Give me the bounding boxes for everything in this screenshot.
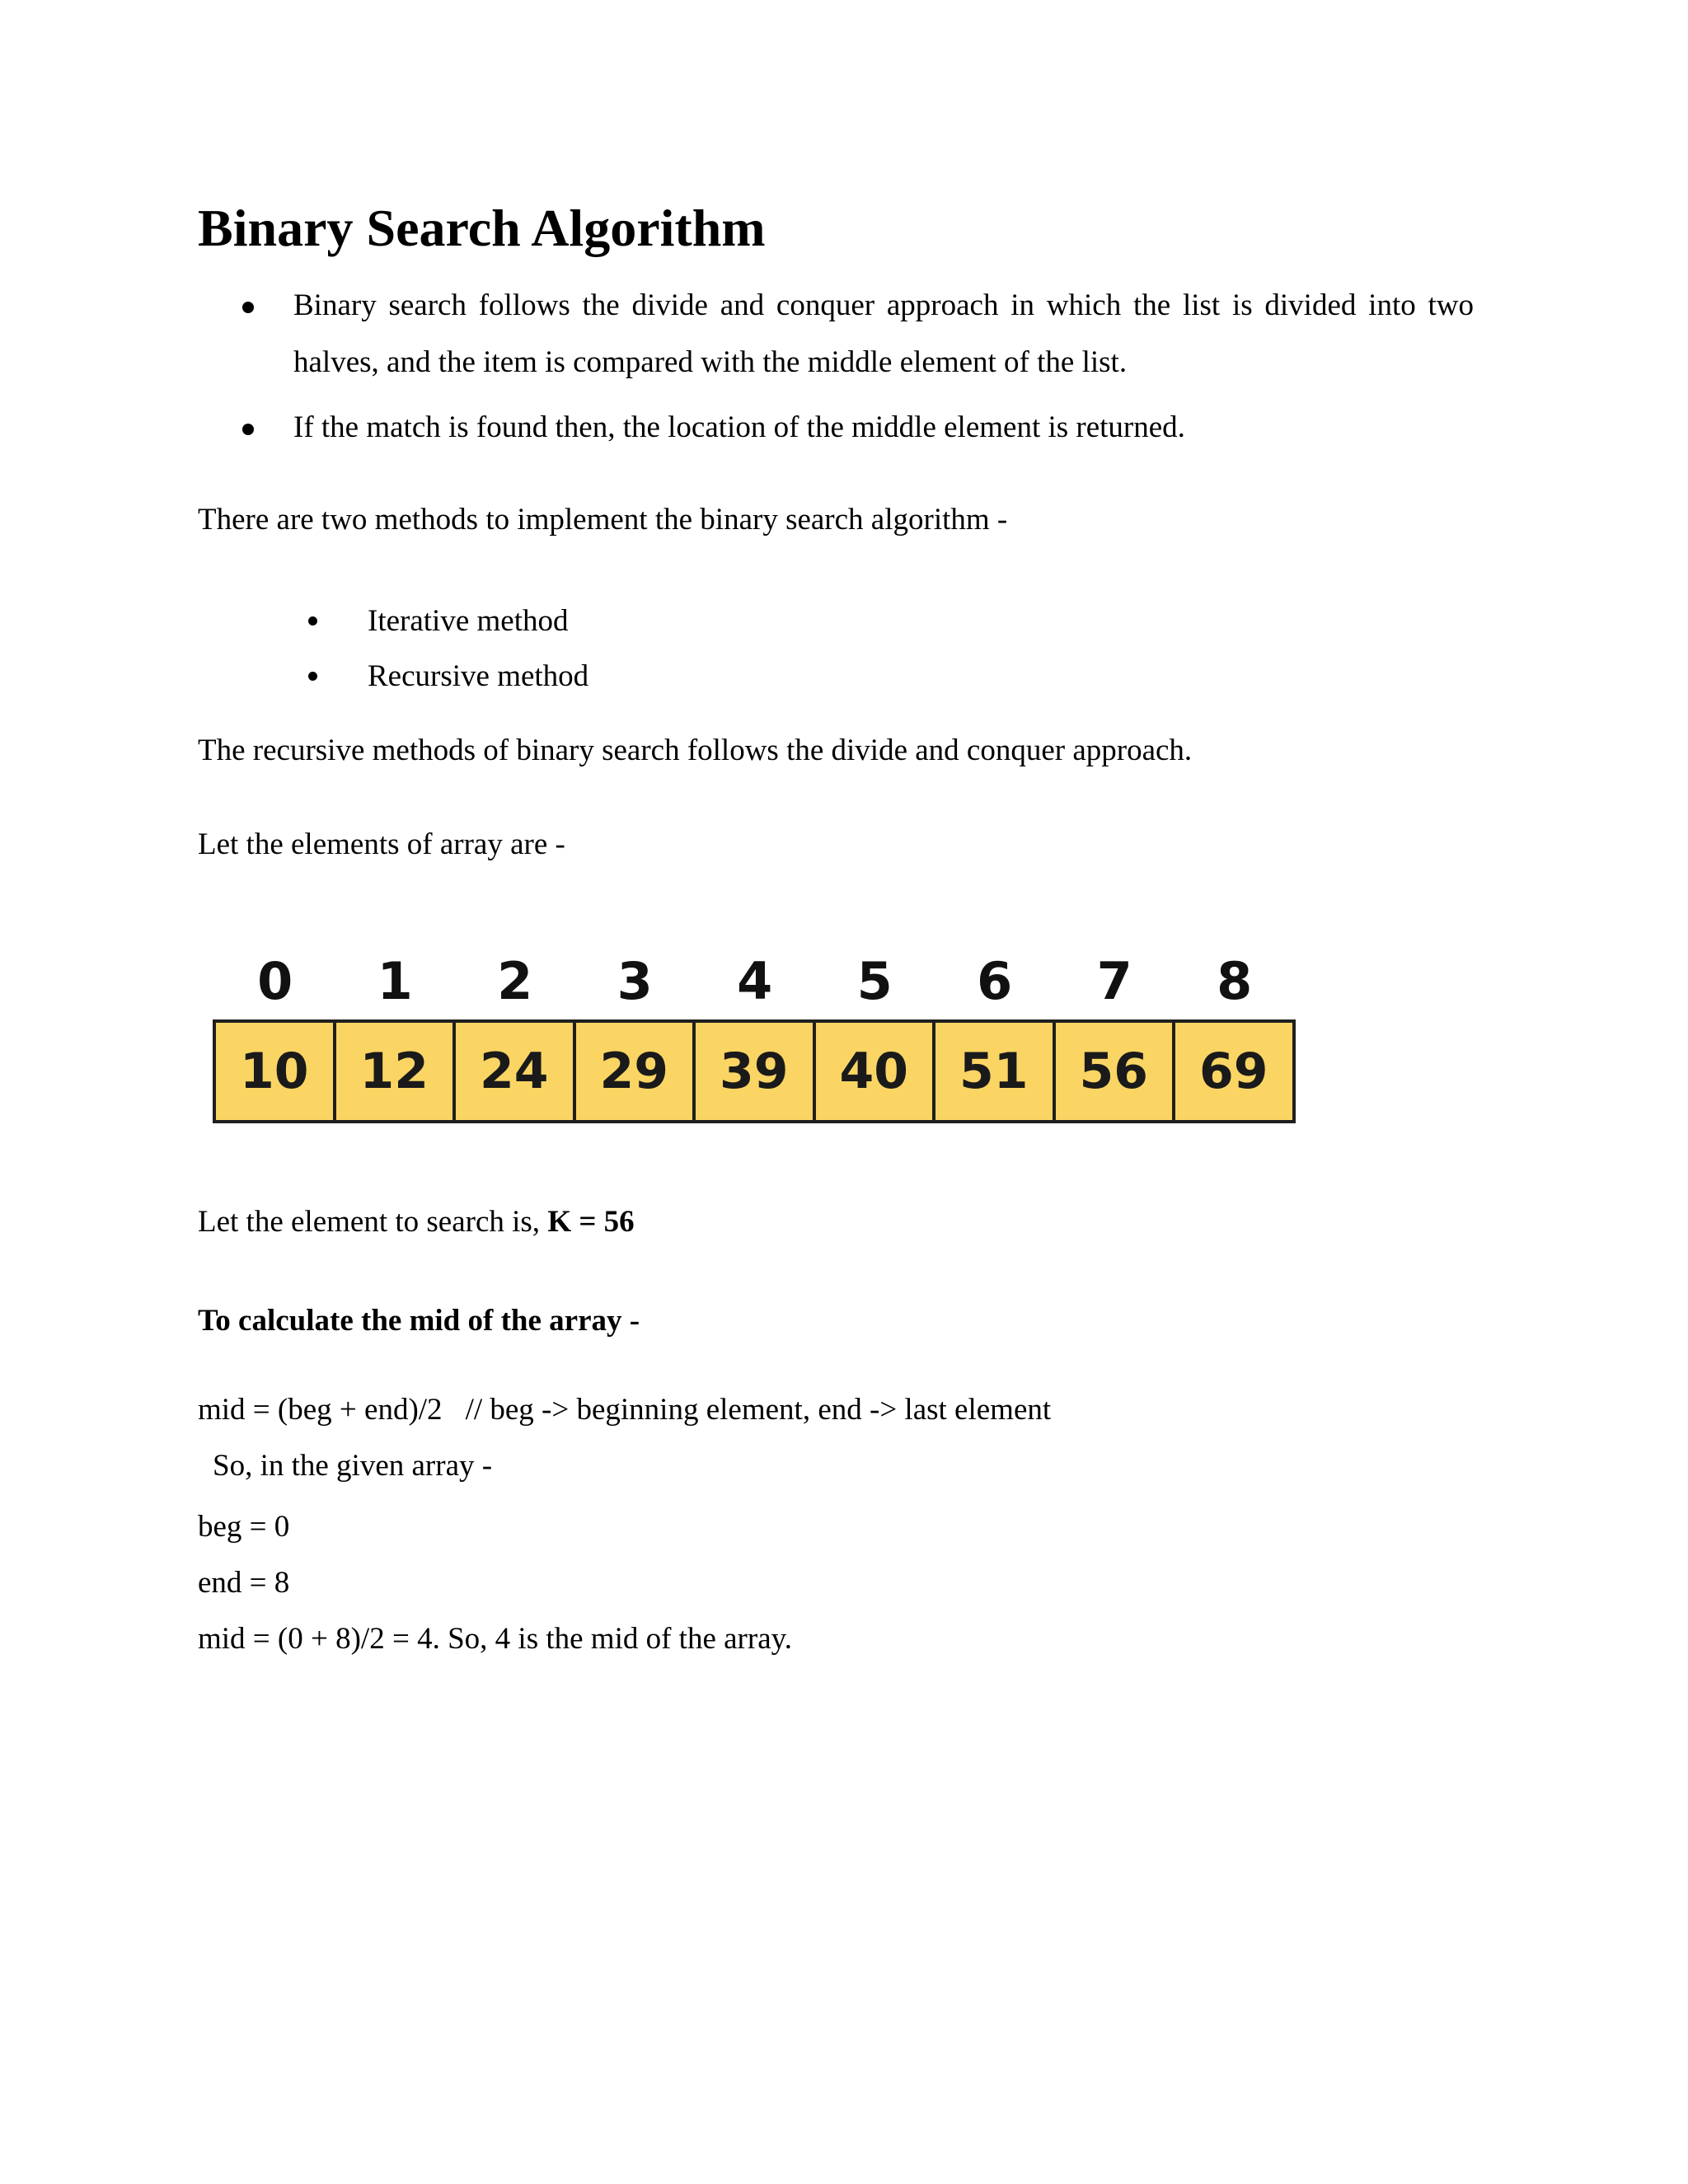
array-cell: 56 — [1056, 1023, 1176, 1120]
array-index: 3 — [617, 951, 653, 1011]
array-cell: 24 — [456, 1023, 576, 1120]
formula-expression: mid = (beg + end)/2 — [198, 1393, 443, 1427]
intro-bullet-text: Binary search follows the divide and conquer approach in which the list is divided into two halves, and the item is compared with the middle element of the list. — [293, 288, 1474, 379]
array-index: 7 — [1096, 951, 1132, 1011]
list-item — [198, 277, 1474, 391]
array-index: 2 — [497, 951, 533, 1011]
method-label: Iterative method — [368, 604, 569, 638]
beg-line: beg = 0 — [198, 1510, 290, 1544]
array-index: 6 — [977, 951, 1013, 1011]
bullet-icon — [308, 672, 317, 681]
array-index: 5 — [856, 951, 893, 1011]
array-diagram — [213, 942, 1294, 1127]
array-index: 4 — [737, 951, 773, 1011]
index-row — [215, 950, 1295, 1013]
bullet-icon — [242, 302, 254, 313]
array-cells — [213, 1019, 1296, 1123]
methods-list — [198, 593, 588, 704]
search-key-paragraph — [198, 1202, 635, 1243]
search-prefix: Let the element to search is, — [198, 1205, 548, 1239]
mid-heading: To calculate the mid of the array - — [198, 1304, 640, 1338]
page-title: Binary Search Algorithm — [198, 199, 766, 257]
list-item — [198, 399, 1474, 456]
array-cell: 51 — [935, 1023, 1056, 1120]
formula-comment: // beg -> beginning element, end -> last element — [465, 1393, 1052, 1427]
array-index: 1 — [377, 951, 413, 1011]
list-item — [198, 593, 588, 649]
bullet-icon — [308, 616, 317, 626]
end-line: end = 8 — [198, 1566, 290, 1600]
formula-line — [198, 1390, 1051, 1431]
array-cell: 12 — [336, 1023, 457, 1120]
array-cell: 69 — [1199, 1043, 1268, 1100]
intro-bullet-list — [198, 277, 1474, 464]
methods-intro-paragraph: There are two methods to implement the binary search algorithm - — [198, 503, 1008, 537]
array-cell: 29 — [576, 1023, 696, 1120]
array-cell: 39 — [696, 1023, 816, 1120]
array-index: 0 — [257, 951, 293, 1011]
array-cell: 40 — [816, 1023, 936, 1120]
method-label: Recursive method — [368, 659, 589, 693]
intro-bullet-text: If the match is found then, the location of the middle element is returned. — [293, 410, 1185, 444]
given-array-line: So, in the given array - — [213, 1449, 493, 1483]
list-item — [198, 649, 588, 704]
bullet-icon — [242, 424, 254, 435]
array-cell: 10 — [216, 1023, 336, 1120]
mid-result-line: mid = (0 + 8)/2 = 4. So, 4 is the mid of the array. — [198, 1622, 792, 1656]
recursive-note-paragraph: The recursive methods of binary search follows the divide and conquer approach. — [198, 733, 1193, 767]
array-intro-paragraph: Let the elements of array are - — [198, 827, 565, 861]
array-index: 8 — [1217, 951, 1253, 1011]
search-key: K = 56 — [547, 1205, 635, 1239]
